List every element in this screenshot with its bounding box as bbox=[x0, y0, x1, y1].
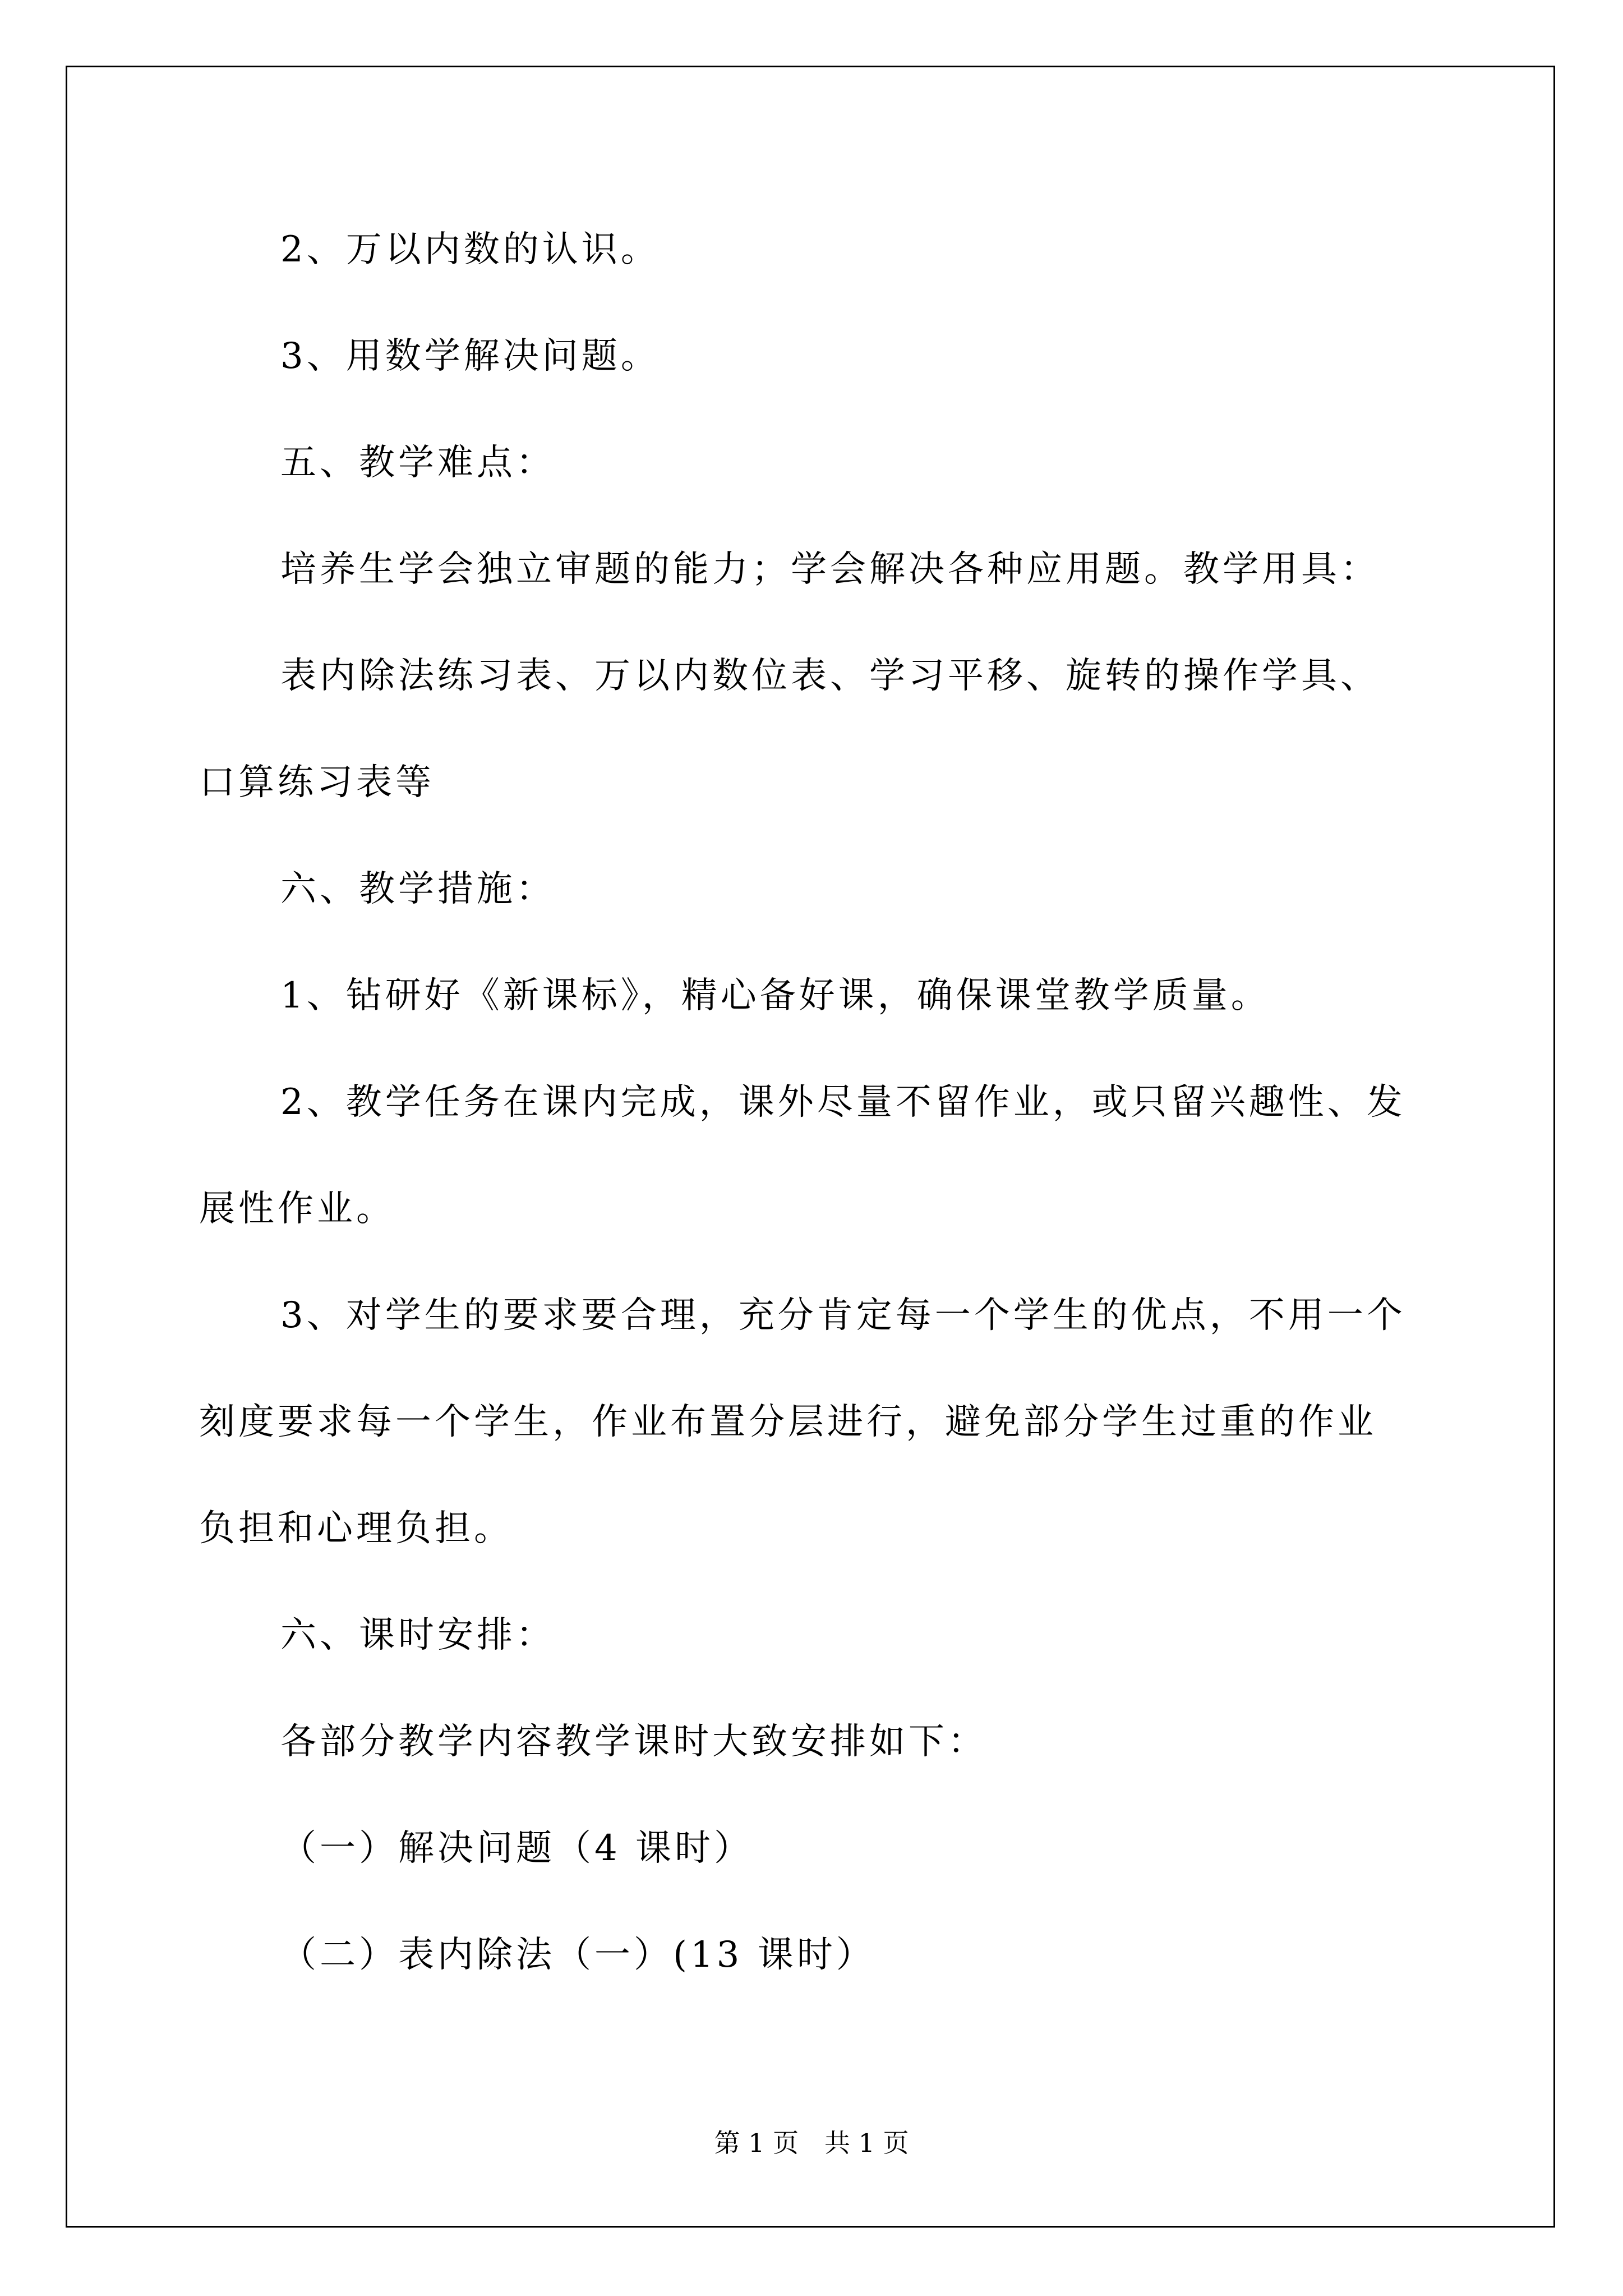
measure-item-3-line1: 3、对学生的要求要合理，充分肯定每一个学生的优点，不用一个 bbox=[280, 1295, 1406, 1336]
page-border bbox=[66, 66, 1555, 2228]
list-item-3: 3、用数学解决问题。 bbox=[280, 335, 660, 377]
section-heading-difficulties: 五、教学难点： bbox=[280, 442, 555, 484]
paragraph-tools-line1: 表内除法练习表、万以内数位表、学习平移、旋转的操作学具、 bbox=[280, 655, 1380, 697]
section-heading-measures: 六、教学措施： bbox=[280, 868, 555, 910]
paragraph-schedule-intro: 各部分教学内容教学课时大致安排如下： bbox=[280, 1721, 987, 1763]
list-item-2: 2、万以内数的认识。 bbox=[280, 229, 660, 270]
measure-item-3-line3: 负担和心理负担。 bbox=[199, 1508, 513, 1549]
measure-item-3-line2: 刻度要求每一个学生，作业布置分层进行，避免部分学生过重的作业 bbox=[199, 1401, 1377, 1443]
paragraph-tools-line2: 口算练习表等 bbox=[199, 762, 435, 803]
schedule-item-1: （一）解决问题（4 课时） bbox=[280, 1828, 754, 1869]
measure-item-2-line1: 2、教学任务在课内完成，课外尽量不留作业，或只留兴趣性、发 bbox=[280, 1082, 1406, 1123]
page-number: 第 1 页 共 1 页 bbox=[714, 2128, 909, 2158]
measure-item-2-line2: 展性作业。 bbox=[199, 1188, 395, 1230]
measure-item-1: 1、钻研好《新课标》，精心备好课，确保课堂教学质量。 bbox=[280, 975, 1270, 1016]
paragraph-difficulties: 培养生学会独立审题的能力；学会解决各种应用题。教学用具： bbox=[280, 549, 1380, 590]
section-heading-schedule: 六、课时安排： bbox=[280, 1614, 555, 1656]
schedule-item-2: （二）表内除法（一）(13 课时） bbox=[280, 1934, 875, 1976]
